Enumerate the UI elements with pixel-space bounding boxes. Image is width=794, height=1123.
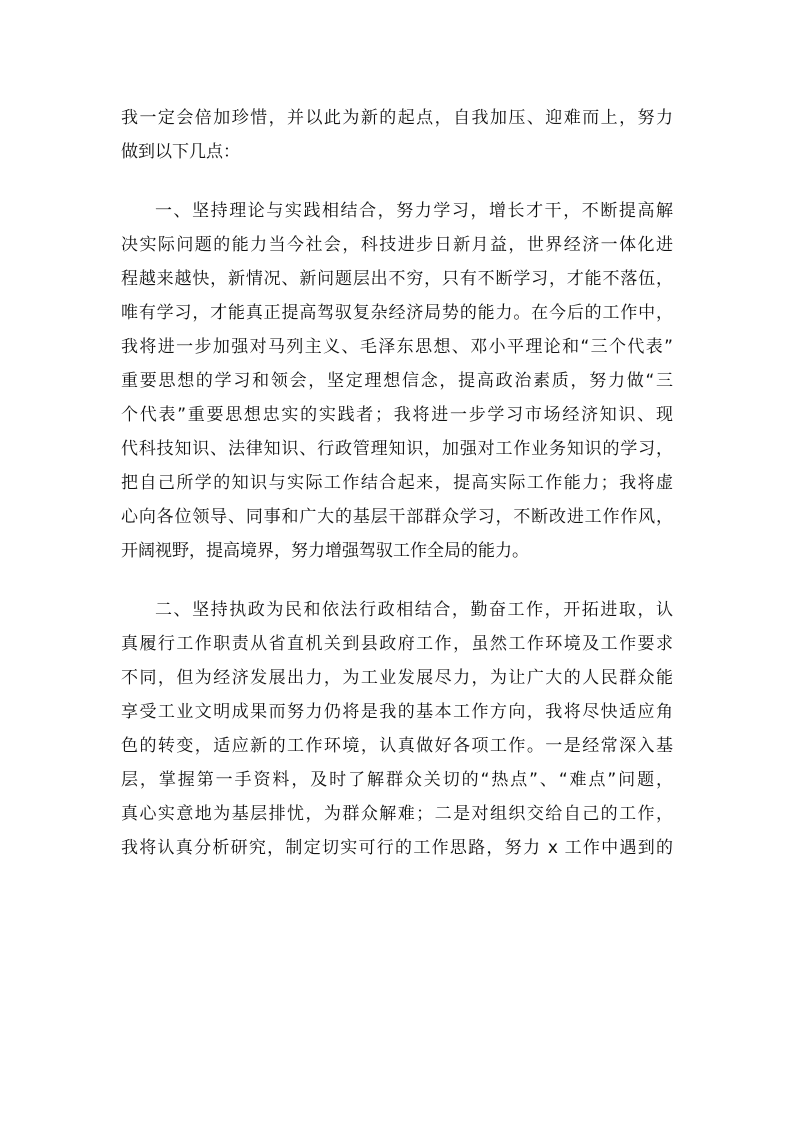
- text-line: 层，掌握第一手资料，及时了解群众关切的“热点”、“难点”问题，: [121, 770, 673, 790]
- text-line: 不同，但为经济发展出力，为工业发展尽力，为让广大的人民群众能: [121, 668, 673, 688]
- text-line: 我将认真分析研究，制定切实可行的工作思路，努力 x 工作中遇到的: [121, 838, 673, 858]
- paragraph-point-one: [121, 194, 673, 568]
- text-line: 程越来越快，新情况、新问题层出不穷，只有不断学习，才能不落伍，: [121, 269, 673, 289]
- text-line: 色的转变，适应新的工作环境，认真做好各项工作。一是经常深入基: [121, 736, 673, 756]
- document-body: [121, 101, 673, 865]
- text-line: 决实际问题的能力当今社会，科技进步日新月益，世界经济一体化进: [121, 235, 673, 255]
- text-line: 把自己所学的知识与实际工作结合起来，提高实际工作能力；我将虚: [121, 473, 673, 493]
- text-line: 心向各位领导、同事和广大的基层干部群众学习，不断改进工作作风，: [121, 507, 673, 527]
- text-line: 二、坚持执政为民和依法行政相结合，勤奋工作，开拓进取，认: [155, 600, 673, 620]
- paragraph-point-two: [121, 593, 673, 865]
- text-line: 唯有学习，才能真正提高驾驭复杂经济局势的能力。在今后的工作中，: [121, 303, 673, 323]
- text-line: 我一定会倍加珍惜，并以此为新的起点，自我加压、迎难而上，努力: [121, 108, 673, 128]
- text-line: 我将进一步加强对马列主义、毛泽东思想、邓小平理论和“三个代表”: [121, 337, 673, 357]
- text-line: 享受工业文明成果而努力仍将是我的基本工作方向，我将尽快适应角: [121, 702, 673, 722]
- paragraph-gap: [121, 568, 673, 593]
- text-line: 代科技知识、法律知识、行政管理知识，加强对工作业务知识的学习，: [121, 439, 673, 459]
- text-line: 一、坚持理论与实践相结合，努力学习，增长才干，不断提高解: [155, 201, 673, 221]
- text-line: 做到以下几点：: [121, 142, 240, 162]
- paragraph-gap: [121, 169, 673, 194]
- paragraph-intro: [121, 101, 673, 169]
- text-line: 真履行工作职责从省直机关到县政府工作，虽然工作环境及工作要求: [121, 634, 673, 654]
- text-line: 真心实意地为基层排忧，为群众解难；二是对组织交给自己的工作，: [121, 804, 673, 824]
- text-line: 个代表”重要思想忠实的实践者；我将进一步学习市场经济知识、现: [121, 405, 673, 425]
- text-line: 开阔视野，提高境界，努力增强驾驭工作全局的能力。: [121, 541, 529, 561]
- text-line: 重要思想的学习和领会，坚定理想信念，提高政治素质，努力做“三: [121, 371, 673, 391]
